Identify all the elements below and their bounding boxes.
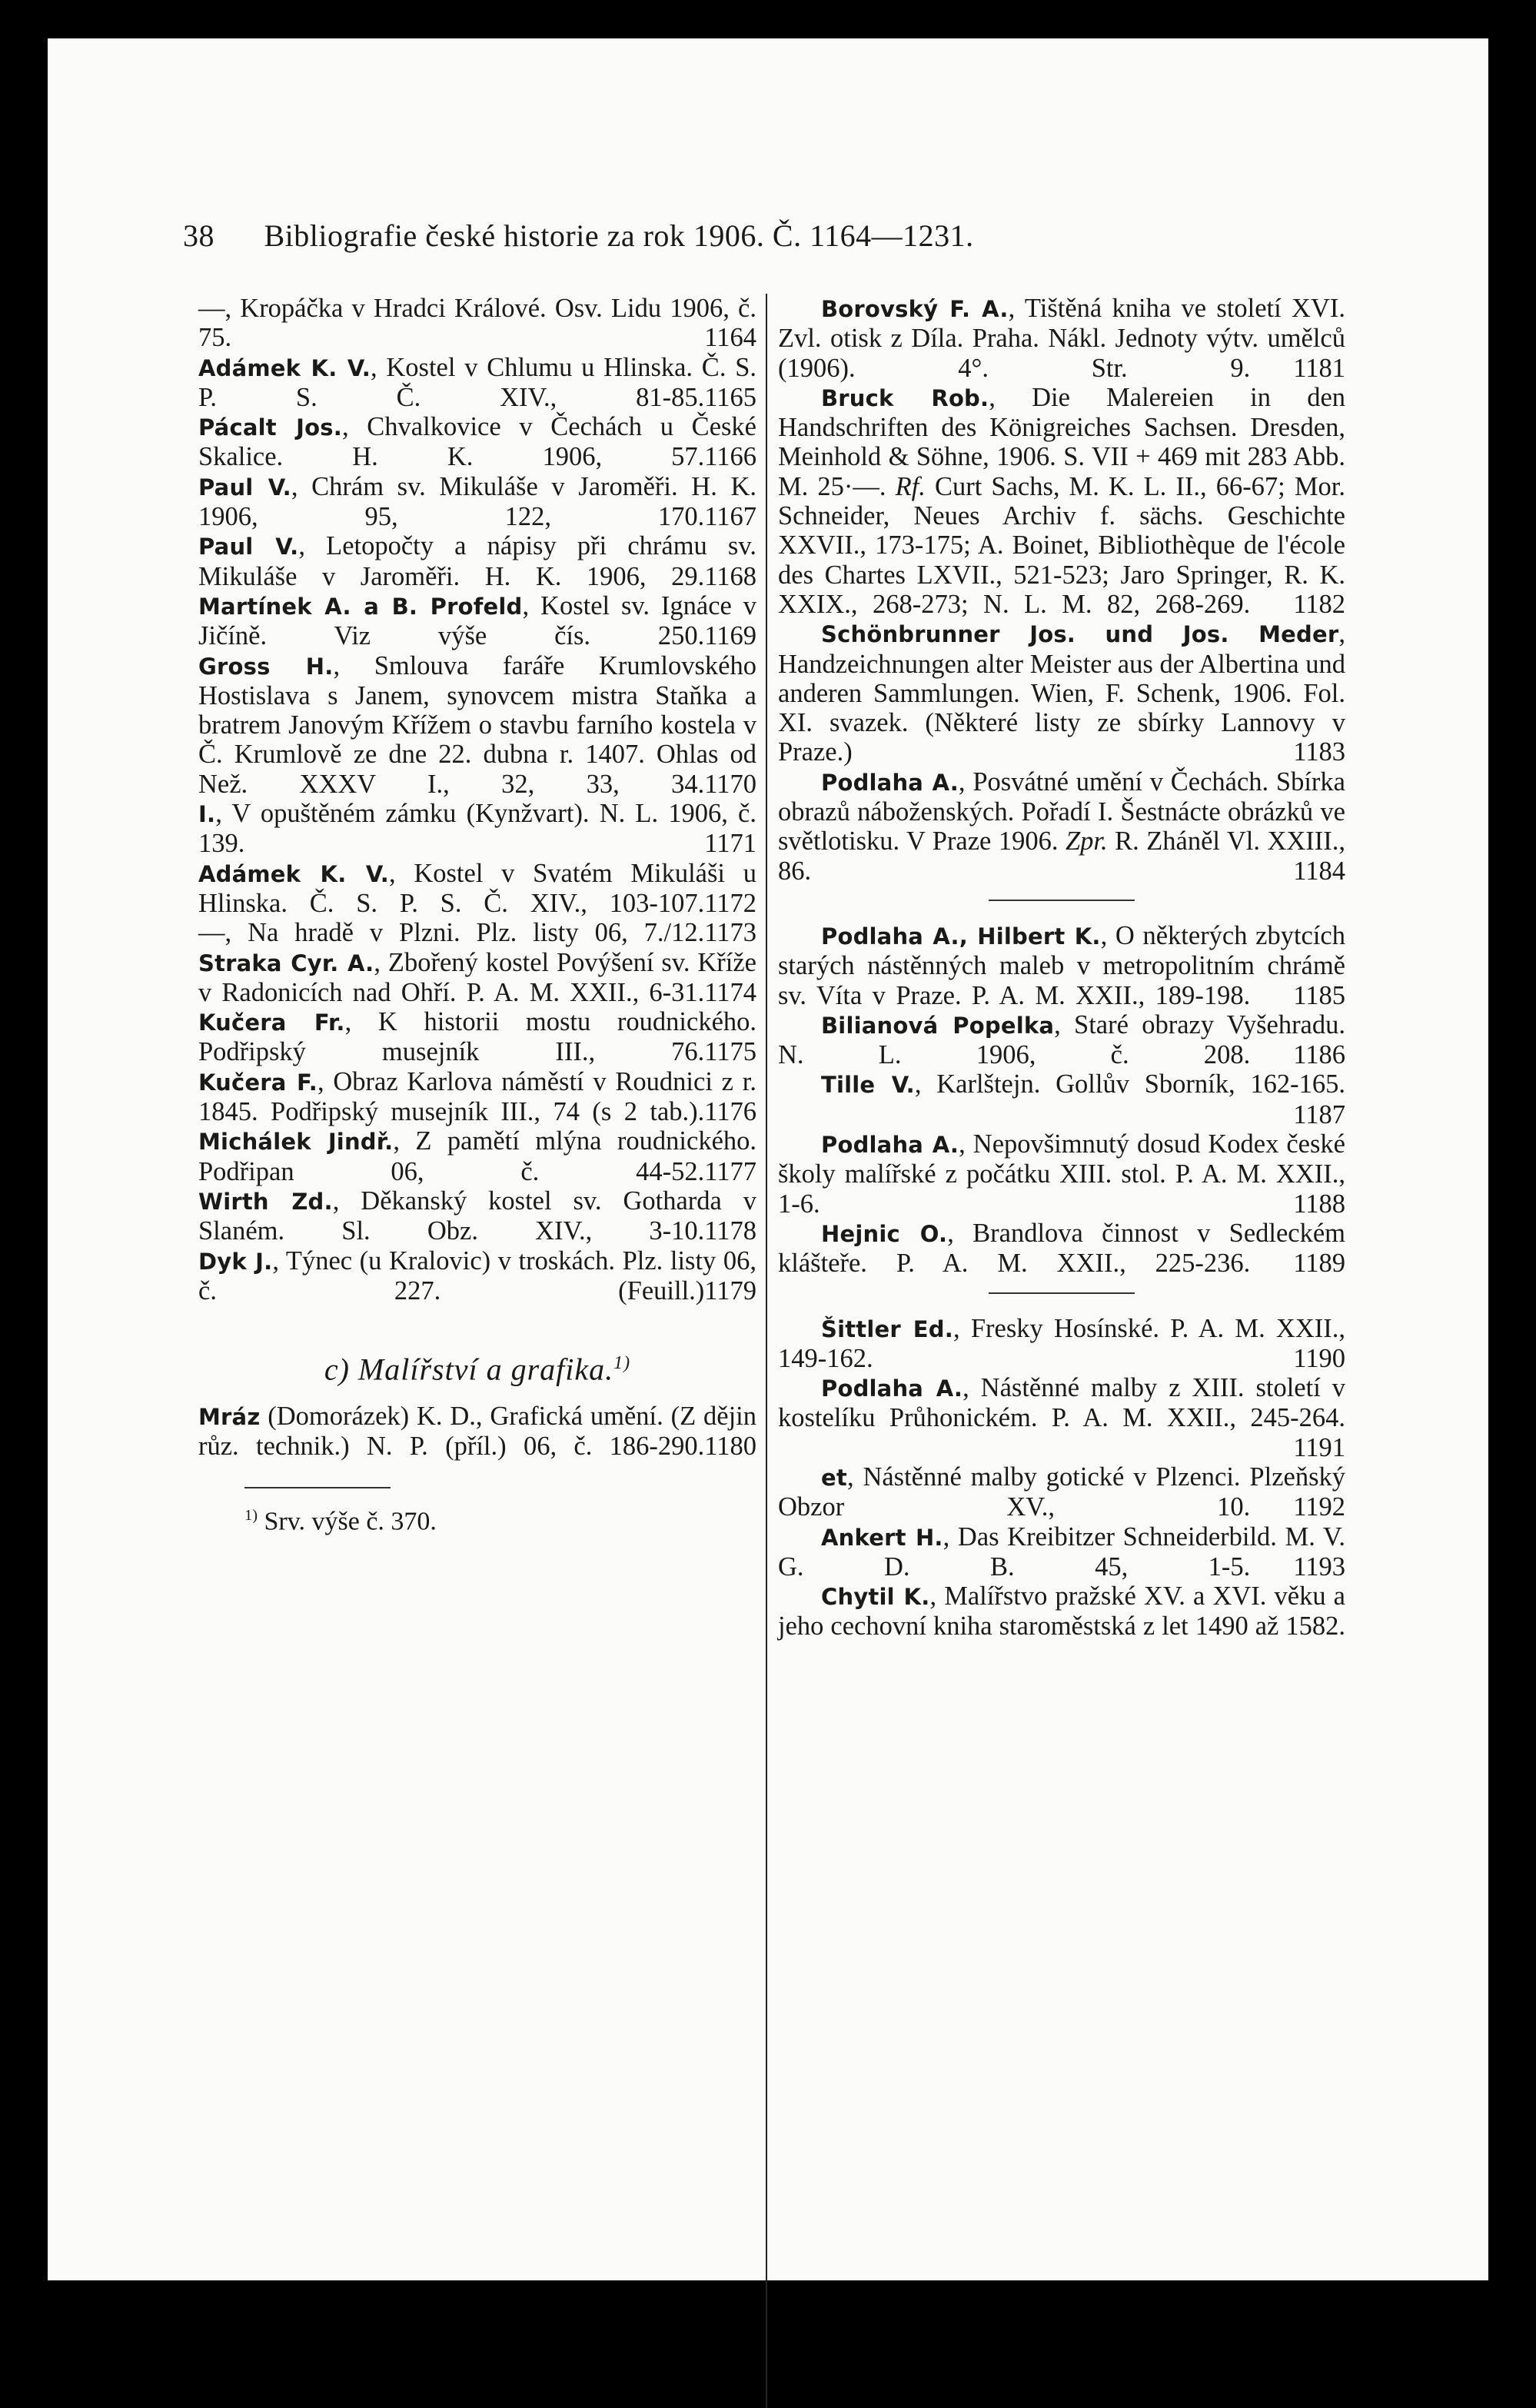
entry-number: 1176 bbox=[704, 1097, 756, 1127]
entry-author: Tille V. bbox=[821, 1072, 915, 1099]
entry-author: Pácalt Jos. bbox=[198, 414, 342, 441]
entry-number: 1165 bbox=[704, 382, 756, 412]
entry-author: Straka Cyr. A. bbox=[198, 950, 374, 976]
entry-1165: Adámek K. V., Kostel v Chlumu u Hlinska. Č. S. P. S. Č. XIV., 81-85. 1165 bbox=[198, 352, 757, 412]
entry-number: 1190 bbox=[1293, 1343, 1345, 1373]
entry-number: 1179 bbox=[704, 1276, 756, 1305]
entry-author: Podlaha A. bbox=[821, 1375, 963, 1402]
footnote-rule bbox=[244, 1487, 391, 1488]
entry-author: Kučera F. bbox=[198, 1069, 318, 1096]
separator-rule bbox=[989, 900, 1135, 901]
entry-author: Mráz bbox=[198, 1403, 261, 1430]
entry-number: 1173 bbox=[704, 918, 756, 948]
entry-1177: Michálek Jindř., Z pamětí mlýna roudnického. Podřipan 06, č. 44-52. 1177 bbox=[198, 1126, 757, 1186]
entry-1170: Gross H., Smlouva faráře Krumlovského Hostislava s Janem, synovcem mistra Staňka a bratrem Janovým Křížem o stavbu farního kostela v Č. Krumlově ze dne 22. dubna r. 1407. Ohlas od Než. XXXV I., 32, 33, 34. 1170 bbox=[198, 650, 756, 799]
entry-1171: I., V opuštěném zámku (Kynžvart). N. L. 1906, č. 139. 1171 bbox=[198, 799, 756, 859]
entry-1194: Chytil K., Malířstvo pražské XV. a XVI. věku a jeho cechovní kniha staroměstská z let 1490 až 1582. bbox=[778, 1581, 1345, 1641]
entry-1181: Borovský F. A., Tištěná kniha ve století XVI. Zvl. otisk z Díla. Praha. Nákl. Jednoty výtv. umělců (1906). 4°. Str. 9. 1181 bbox=[778, 294, 1345, 383]
entry-number: 1183 bbox=[1293, 737, 1345, 767]
entry-1164: —, Kropáčka v Hradci Králové. Osv. Lidu 1906, č. 75. 1164 bbox=[198, 294, 756, 353]
entry-author: Bruck Rob. bbox=[821, 384, 989, 411]
entry-number: 1166 bbox=[704, 442, 756, 472]
separator-rule bbox=[989, 1292, 1135, 1294]
entry-number: 1171 bbox=[704, 829, 756, 859]
entry-1173: —, Na hradě v Plzni. Plz. listy 06, 7./12. 1173 bbox=[198, 918, 756, 948]
entry-1193: Ankert H., Das Kreibitzer Schneiderbild. M. V. G. D. B. 45, 1-5. 1193 bbox=[778, 1522, 1345, 1581]
entry-author: Gross H. bbox=[198, 653, 334, 680]
entry-author: I. bbox=[198, 801, 216, 828]
entry-author: Hejnic O. bbox=[821, 1220, 948, 1247]
entry-1185: Podlaha A., Hilbert K., O některých zbytcích starých nástěnných maleb v metropolitním chrámě sv. Víta v Praze. P. A. M. XXII., 189-198. 1185 bbox=[778, 920, 1345, 1010]
entry-number: 1164 bbox=[704, 323, 756, 353]
entry-author: Ankert H. bbox=[821, 1524, 943, 1551]
entry-1189: Hejnic O., Brandlova činnost v Sedleckém klášteře. P. A. M. XXII., 225-236. 1189 bbox=[778, 1218, 1345, 1279]
entry-1187: Tille V., Karlštejn. Gollův Sborník, 162-165. 1187 bbox=[821, 1069, 1345, 1129]
entry-author: Kučera Fr. bbox=[198, 1009, 345, 1036]
entry-author: Schönbrunner Jos. und Jos. Meder bbox=[821, 621, 1339, 648]
entry-author: Borovský F. A. bbox=[821, 296, 1009, 322]
entry-number: 1186 bbox=[1293, 1040, 1345, 1070]
entry-1174: Straka Cyr. A., Zbořený kostel Povýšení sv. Kříže v Radonicích nad Ohří. P. A. M. XXII., 6-31. 1174 bbox=[198, 947, 756, 1007]
entry-1172: Adámek K. V., Kostel v Svatém Mikuláši u Hlinska. Č. S. P. S. Č. XIV., 103-107. 1172 bbox=[198, 858, 756, 918]
entry-1175: Kučera Fr., K historii mostu roudnického. Podřipský musejník III., 76. 1175 bbox=[198, 1007, 757, 1067]
entry-author: Podlaha A., Hilbert K. bbox=[821, 923, 1101, 950]
entry-author: Michálek Jindř. bbox=[198, 1129, 394, 1156]
entry-number: 1170 bbox=[704, 769, 756, 799]
entry-number: 1178 bbox=[704, 1216, 756, 1246]
entry-author: Podlaha A. bbox=[821, 769, 959, 796]
entry-1191: Podlaha A., Nástěnné malby z XIII. století v kostelíku Průhonickém. P. A. M. XXII., 245-264. 1191 bbox=[778, 1373, 1345, 1462]
entry-1178: Wirth Zd., Děkanský kostel sv. Gotharda v Slaném. Sl. Obz. XIV., 3-10. 1178 bbox=[198, 1186, 756, 1246]
entry-author: Paul V. bbox=[198, 474, 291, 501]
section-heading: c) Malířství a grafika.$^{1)}$ bbox=[324, 1352, 631, 1387]
left-column bbox=[198, 294, 756, 1537]
entry-number: 1177 bbox=[704, 1156, 756, 1186]
entry-number: 1169 bbox=[704, 621, 756, 651]
entry-number: 1189 bbox=[1293, 1249, 1345, 1279]
entry-author: Adámek K. V. bbox=[198, 354, 371, 381]
entry-1192: et, Nástěnné malby gotické v Plzenci. Plzeňský Obzor XV., 10. 1192 bbox=[778, 1462, 1345, 1522]
footnote-marker: 1) bbox=[613, 1353, 631, 1374]
entry-1180: Mráz (Domorázek) K. D., Grafická umění. (Z dějin růz. technik.) N. P. (příl.) 06, č. 186-290. 1180 bbox=[198, 1401, 756, 1462]
entry-1182: Bruck Rob., Die Malereien in den Handschriften des Königreiches Sachsen. Dresden, Meinhold & Söhne, 1906. S. VII + 469 mit 283 Abb. M. 25·—. Rf. Curt Sachs, M. K. L. II., 66-67; Mor. Schneider, Neues Archiv f. sächs. Geschichte XXVII., 173-175; A. Boinet, Bibliothèque de l'école des Chartes LXVII., 521-523; Jaro Springer, R. K. XXIX., 268-273; N. L. M. 82, 268-269. 1182 bbox=[778, 382, 1346, 619]
footnote: $^{1)}$ Srv. výše č. 370. bbox=[244, 1507, 437, 1536]
page-header bbox=[183, 218, 1298, 254]
entry-number: 1192 bbox=[1293, 1492, 1345, 1522]
entry-author: Chytil K. bbox=[821, 1584, 930, 1611]
entry-author: Šittler Ed. bbox=[821, 1315, 953, 1342]
entry-number: 1193 bbox=[1293, 1552, 1345, 1581]
entry-number: 1180 bbox=[704, 1432, 756, 1462]
entry-author: Paul V. bbox=[198, 534, 299, 560]
entry-1169: Martínek A. a B. Profeld, Kostel sv. Ignáce v Jičíně. Viz výše čís. 250. 1169 bbox=[198, 590, 756, 651]
entry-1190: Šittler Ed., Fresky Hosínské. P. A. M. XXII., 149-162. 1190 bbox=[778, 1313, 1345, 1373]
entry-number: 1184 bbox=[1293, 856, 1345, 886]
entry-author: Podlaha A. bbox=[821, 1132, 959, 1159]
entry-1167: Paul V., Chrám sv. Mikuláše v Jaroměři. H. K. 1906, 95, 122, 170. 1167 bbox=[198, 471, 756, 532]
page-title: Bibliografie české historie za rok 1906. Č. 1164—1231. bbox=[264, 218, 974, 253]
entry-1186: Bilianová Popelka, Staré obrazy Vyšehradu. N. L. 1906, č. 208. 1186 bbox=[778, 1009, 1345, 1070]
entry-author: Dyk J. bbox=[198, 1248, 273, 1275]
entry-number: 1191 bbox=[1293, 1432, 1345, 1462]
entry-number: 1168 bbox=[704, 561, 756, 591]
entry-author: et bbox=[821, 1464, 847, 1491]
page-number: 38 bbox=[183, 218, 214, 253]
entry-number: 1174 bbox=[704, 977, 756, 1007]
entry-number: 1181 bbox=[1293, 353, 1345, 383]
entry-number: 1172 bbox=[704, 888, 756, 918]
entry-1168: Paul V., Letopočty a nápisy při chrámu sv. Mikuláše v Jaroměři. H. K. 1906, 29. 1168 bbox=[198, 531, 756, 591]
column-divider bbox=[766, 294, 767, 2408]
entry-1179: Dyk J., Týnec (u Kralovic) v troskách. Plz. listy 06, č. 227. (Feuill.) 1179 bbox=[198, 1246, 756, 1305]
entry-author: Martínek A. a B. Profeld bbox=[198, 593, 523, 620]
entry-number: 1175 bbox=[704, 1037, 756, 1067]
entry-author: Bilianová Popelka bbox=[821, 1012, 1055, 1039]
entry-1166: Pácalt Jos., Chvalkovice v Čechách u České Skalice. H. K. 1906, 57. 1166 bbox=[198, 412, 756, 472]
entry-1188: Podlaha A., Nepovšimnutý dosud Kodex české školy malířské z počátku XIII. stol. P. A. M. XXII., 1-6. 1188 bbox=[778, 1129, 1345, 1219]
entry-number: 1188 bbox=[1293, 1189, 1345, 1219]
entry-author: Wirth Zd. bbox=[198, 1188, 333, 1215]
entry-author: Adámek K. V. bbox=[198, 860, 389, 887]
entry-number: 1187 bbox=[1293, 1099, 1345, 1129]
entry-1183: Schönbrunner Jos. und Jos. Meder, Handzeichnungen alter Meister aus der Albertina und anderen Sammlungen. Wien, F. Schenk, 1906. Fol. XI. svazek. (Některé listy ze sbírky Lannovy v Praze.) 1183 bbox=[778, 619, 1345, 767]
right-column bbox=[778, 294, 1345, 1641]
entry-number: 1185 bbox=[1293, 980, 1345, 1010]
entry-1184: Podlaha A., Posvátné umění v Čechách. Sbírka obrazů náboženských. Pořadí I. Šestnácte obrázků ve světlotisku. V Praze 1906. Zpr. R. Zháněl Vl. XXIII., 86. 1184 bbox=[778, 767, 1345, 886]
entry-1176: Kučera F., Obraz Karlova náměstí v Roudnici z r. 1845. Podřipský musejník III., 74 (s 2 tab.). 1176 bbox=[198, 1066, 756, 1127]
entry-number: 1167 bbox=[704, 502, 756, 532]
entry-number: 1182 bbox=[1293, 589, 1345, 619]
